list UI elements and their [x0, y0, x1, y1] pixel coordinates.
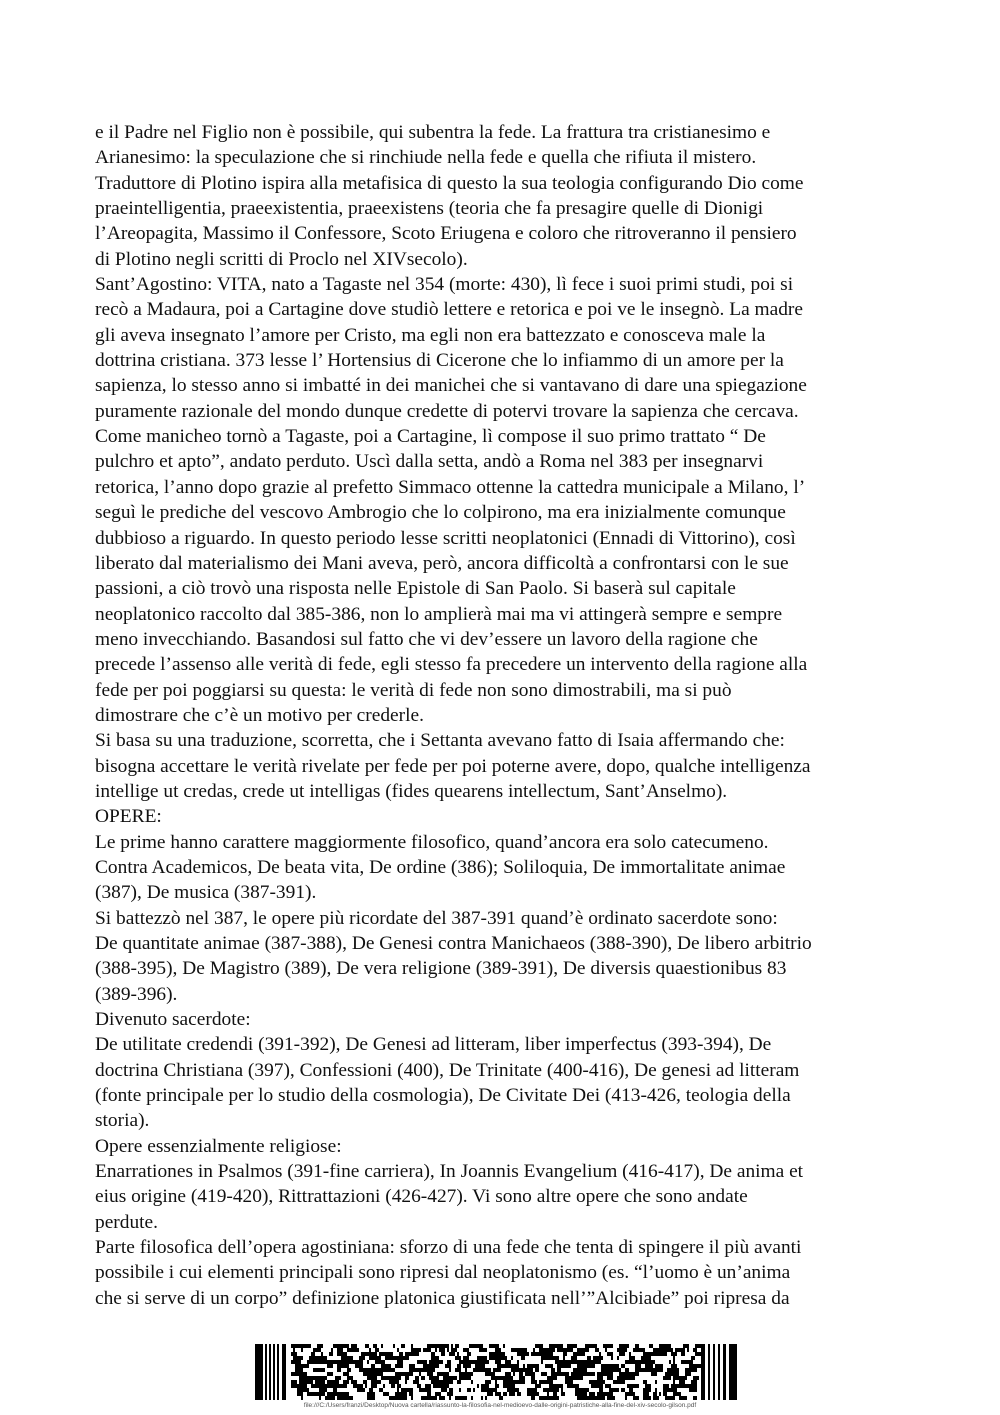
text-line: Come manicheo tornò a Tagaste, poi a Cartagine, lì compose il suo primo trattato “ De — [95, 426, 766, 448]
text-line: (fonte principale per lo studio della cosmologia), De Civitate Dei (413-426, teologia della — [95, 1085, 791, 1107]
footer-file-path: file:///C:/Users/franzi/Desktop/Nuova cartella/riassunto-la-filosofia-nel-medioevo-dalle-origini-patristiche-alla-fine-del-xiv-secolo-gilson.pdf — [303, 1402, 697, 1409]
text-line: De quantitate animae (387-388), De Genesi contra Manichaeos (388-390), De libero arbitrio — [95, 933, 812, 954]
text-line: dubbioso a riguardo. In questo periodo lesse scritti neoplatonici (Ennadi di Vittorino), così — [95, 527, 796, 549]
text-line: Traduttore di Plotino ispira alla metafisica di questo la sua teologia configurando Dio come — [95, 172, 804, 194]
text-line: Contra Academicos, De beata vita, De ordine (386); Soliloquia, De immortalitate animae — [95, 856, 786, 878]
text-line: Enarrationes in Psalmos (391-fine carriera), In Joannis Evangelium (416-417), De anima et — [95, 1161, 804, 1183]
text-line: passioni, a ciò trovò una risposta nelle Epistole di San Paolo. Si baserà sul capitale — [95, 578, 736, 600]
text-line: eius origine (419-420), Rittrattazioni (426-427). Vi sono altre opere che sono andate — [95, 1186, 748, 1208]
text-line: di Plotino negli scritti di Proclo nel XIVsecolo). — [95, 248, 468, 270]
text-line: perdute. — [95, 1211, 158, 1233]
text-line: Parte filosofica dell’opera agostiniana: sforzo di una fede che tenta di spingere il più avanti — [95, 1237, 802, 1259]
text-line: De utilitate credendi (391-392), De Genesi ad litteram, liber imperfectus (393-394), De — [95, 1034, 772, 1056]
text-line: pulchro et apto”, andato perduto. Uscì dalla setta, andò a Roma nel 383 per insegnarvi — [95, 451, 764, 473]
text-line: praeintelligentia, praeexistentia, praeexistens (teoria che fa presagire quelle di Dionigi — [95, 198, 764, 220]
text-line: doctrina Christiana (397), Confessioni (400), De Trinitate (400-416), De genesi ad litteram — [95, 1059, 800, 1081]
text-line: Si basa su una traduzione, scorretta, che i Settanta avevano fatto di Isaia affermando che: — [95, 730, 785, 752]
text-line: (388-395), De Magistro (389), De vera religione (389-391), De diversis quaestionibus 83 — [95, 958, 787, 980]
text-line: e il Padre nel Figlio non è possibile, qui subentra la fede. La frattura tra cristianesimo e — [95, 122, 771, 143]
text-line: Le prime hanno carattere maggiormente filosofico, quand’ancora era solo catecumeno. — [95, 831, 769, 853]
document-body — [95, 120, 910, 1311]
text-line: possibile i cui elementi principali sono ripresi dal neoplatonismo (es. “l’uomo è un’anima — [95, 1262, 791, 1284]
text-line: liberato dal materialismo dei Mani aveva, però, ancora difficoltà a confrontarsi con le sue — [95, 552, 789, 574]
text-line: retorica, l’anno dopo grazie al prefetto Simmaco ottenne la cattedra municipale a Milano, l’ — [95, 476, 806, 498]
text-line: bisogna accettare le verità rivelate per fede per poi poterne avere, dopo, qualche intelligenza — [95, 755, 811, 777]
text-line: intellige ut credas, crede ut intelligas (fides quearens intellectum, Sant’Anselmo). — [95, 780, 728, 802]
text-line: (389-396). — [95, 983, 178, 1005]
text-line: Opere essenzialmente religiose: — [95, 1135, 342, 1157]
text-line: Si battezzò nel 387, le opere più ricordate del 387-391 quand’è ordinato sacerdote sono: — [95, 907, 778, 929]
text-line: meno invecchiando. Basandosi sul fatto che vi dev’essere un lavoro della ragione che — [95, 628, 758, 650]
text-line: neoplatonico raccolto dal 385-386, non lo amplierà mai ma vi attingerà sempre e sempre — [95, 603, 783, 625]
text-line: Arianesimo: la speculazione che si rinchiude nella fede e quella che rifiuta il mistero. — [95, 147, 757, 169]
text-line: (387), De musica (387-391). — [95, 882, 317, 904]
text-line: fede per poi poggiarsi su questa: le verità di fede non sono dimostrabili, ma si può — [95, 679, 732, 701]
text-line: gli aveva insegnato l’amore per Cristo, ma egli non era battezzato e conosceva male la — [95, 324, 766, 346]
text-line: recò a Madaura, poi a Cartagine dove studiò lettere e retorica e poi ve le insegnò. La madre — [95, 299, 803, 321]
text-line: seguì le prediche del vescovo Ambrogio che lo colpirono, ma era inizialmente comunque — [95, 502, 786, 524]
barcode-icon — [255, 1344, 737, 1400]
text-line: storia). — [95, 1110, 150, 1132]
text-line: che si serve di un corpo” definizione platonica giustificata nell’”Alcibiade” poi ripresa da — [95, 1287, 790, 1309]
text-line: Divenuto sacerdote: — [95, 1009, 251, 1031]
text-line: dottrina cristiana. 373 lesse l’ Hortensius di Cicerone che lo infiammo di un amore per la — [95, 350, 784, 372]
text-line: l’Areopagita, Massimo il Confessore, Scoto Eriugena e coloro che ritroveranno il pensiero — [95, 223, 797, 245]
text-line: precede l’assenso alle verità di fede, egli stesso fa precedere un intervento della ragione alla — [95, 654, 808, 676]
text-line: dimostrare che c’è un motivo per crederle. — [95, 704, 424, 726]
text-line: Sant’Agostino: VITA, nato a Tagaste nel 354 (morte: 430), lì fece i suoi primi studi, poi si — [95, 274, 794, 296]
text-line: sapienza, lo stesso anno si imbatté in dei manichei che si vantavano di dare una spiegazione — [95, 375, 807, 397]
text-line: OPERE: — [95, 806, 162, 828]
text-line: puramente razionale del mondo dunque credette di potervi trovare la sapienza che cercava. — [95, 400, 799, 422]
